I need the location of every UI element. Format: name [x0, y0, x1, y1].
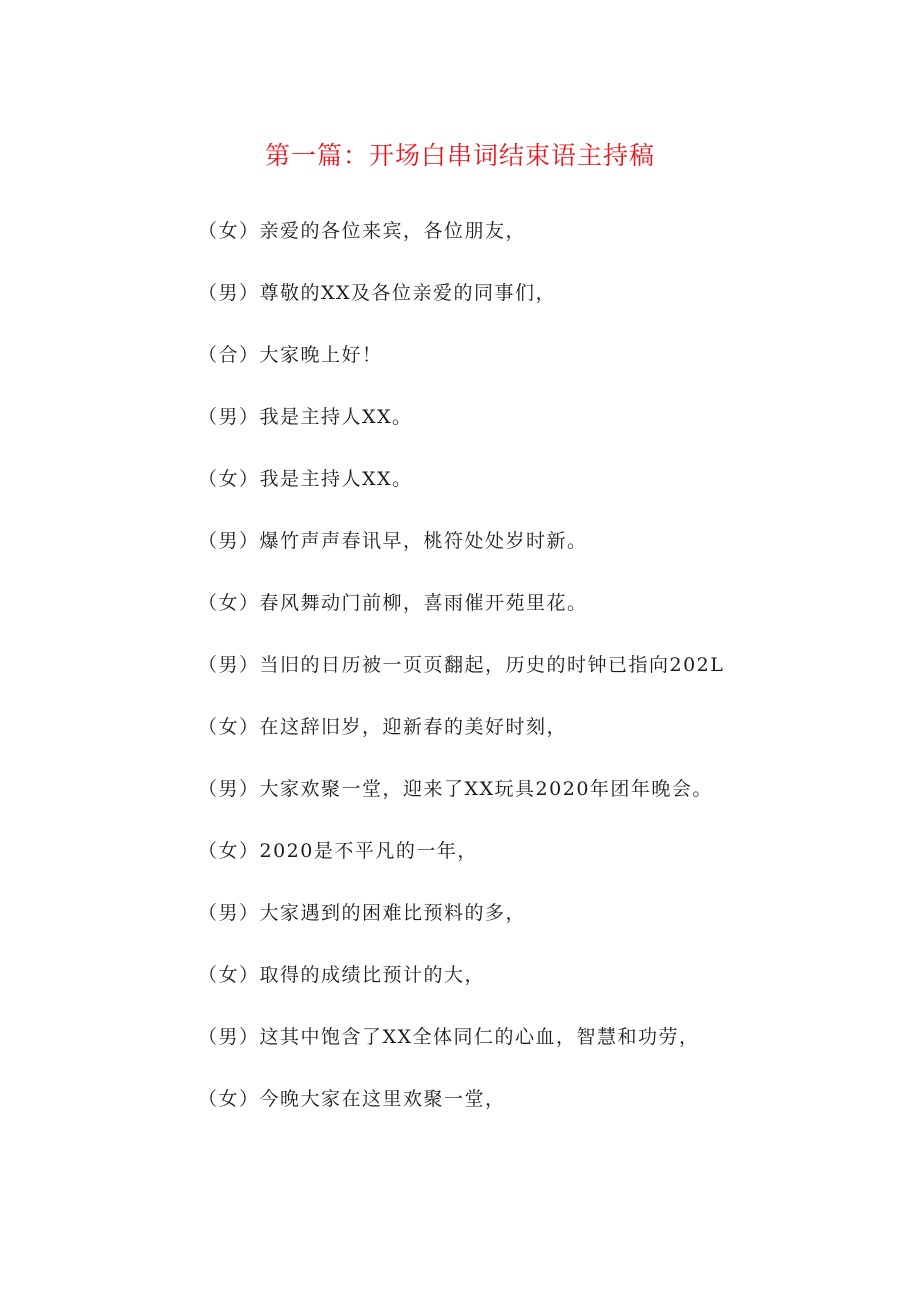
- script-line: （男）尊敬的XX及各位亲爱的同事们，: [198, 282, 557, 304]
- script-lines: [198, 212, 838, 1142]
- script-line: （女）今晚大家在这里欢聚一堂，: [198, 1088, 506, 1110]
- script-line: （合）大家晚上好！: [198, 344, 383, 366]
- script-line: （男）爆竹声声春讯早，桃符处处岁时新。: [198, 530, 588, 552]
- script-line: （女）亲爱的各位来宾，各位朋友，: [198, 220, 527, 242]
- script-line: （女）取得的成绩比预计的大，: [198, 964, 486, 986]
- script-line: （男）这其中饱含了XX全体同仁的心血，智慧和功劳，: [198, 1026, 700, 1048]
- script-line: （女）春风舞动门前柳，喜雨催开苑里花。: [198, 592, 588, 614]
- script-line: （女）2020是不平凡的一年，: [198, 840, 478, 862]
- document-title: 第一篇：开场白串词结束语主持稿: [264, 141, 655, 170]
- script-line: （男）我是主持人XX。: [198, 406, 413, 428]
- script-line: （女）我是主持人XX。: [198, 468, 413, 490]
- script-line: （男）大家遇到的困难比预料的多，: [198, 902, 527, 924]
- script-line: （男）大家欢聚一堂，迎来了XX玩具2020年团年晚会。: [198, 778, 713, 800]
- script-line: （女）在这辞旧岁，迎新春的美好时刻，: [198, 716, 568, 738]
- script-line: （男）当旧的日历被一页页翻起，历史的时钟已指向202L: [198, 654, 725, 676]
